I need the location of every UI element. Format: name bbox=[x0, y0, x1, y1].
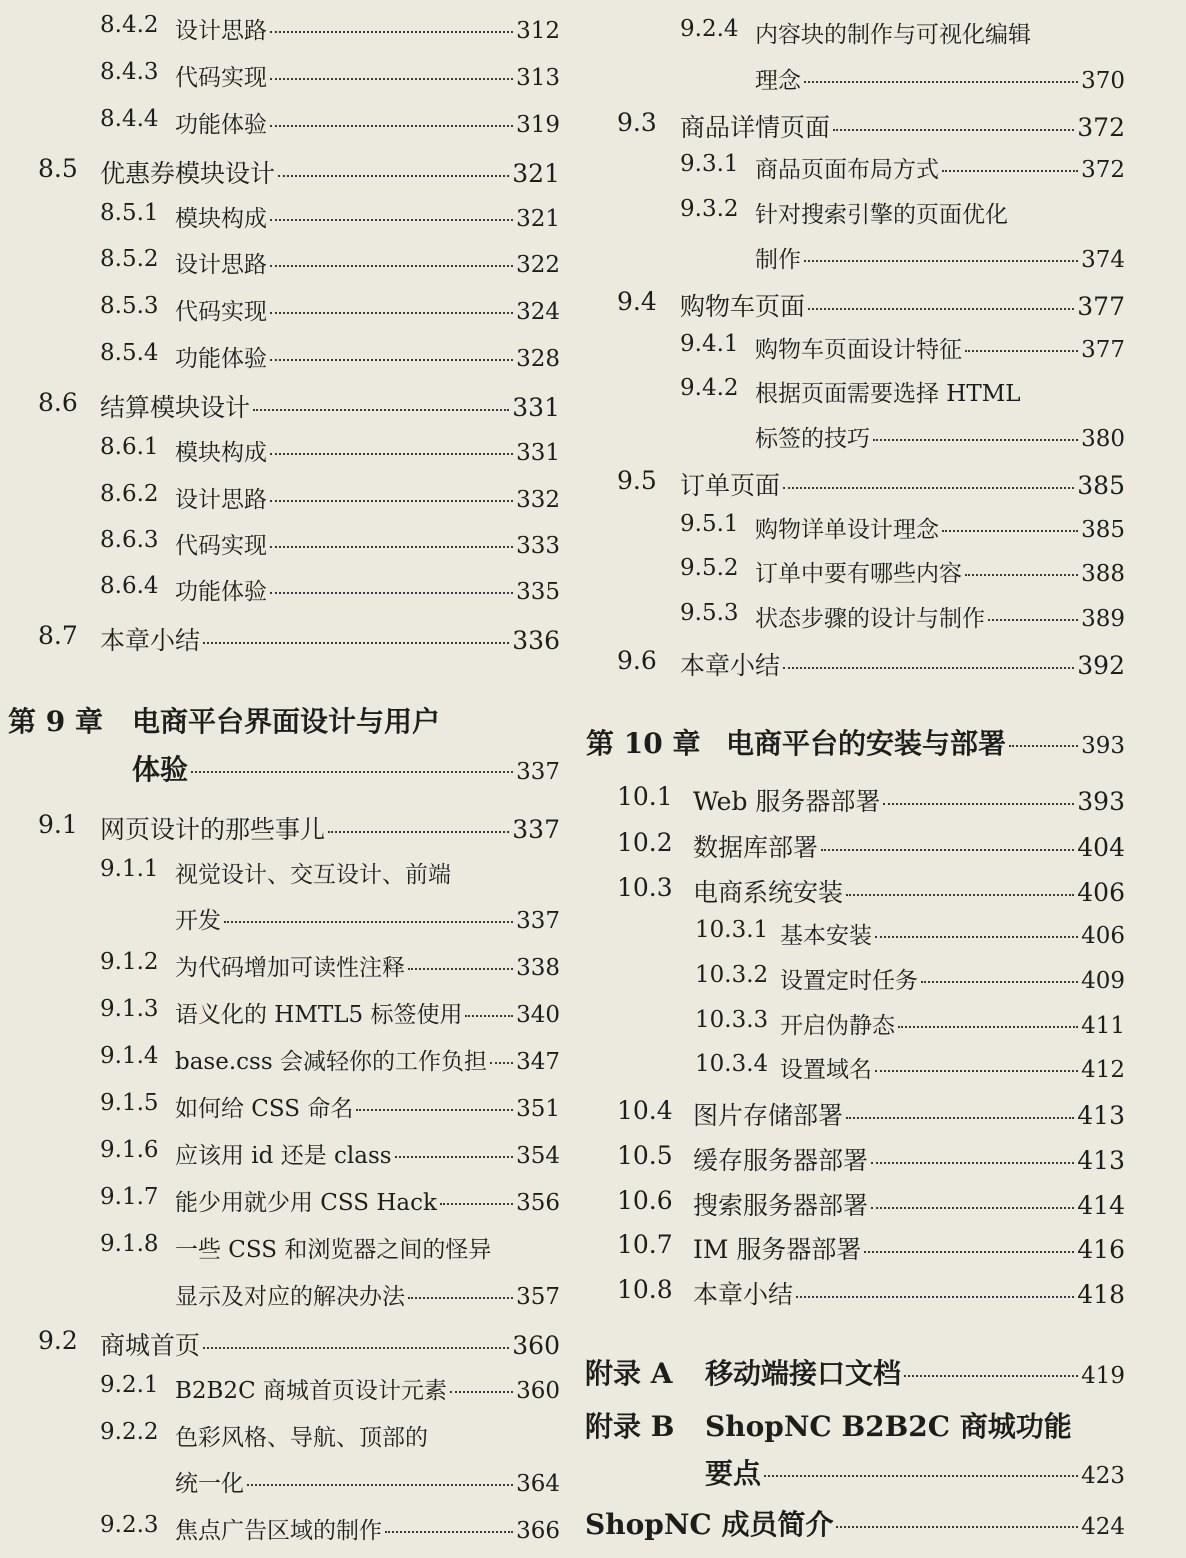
toc-entry-10-3-1[interactable] bbox=[580, 917, 1125, 950]
dot-leader bbox=[270, 78, 513, 80]
dot-leader bbox=[836, 1526, 1078, 1528]
toc-entry-page-number: 328 bbox=[516, 346, 560, 372]
toc-entry-8-7[interactable] bbox=[0, 621, 560, 657]
toc-entry-number: 10.2 bbox=[617, 828, 673, 857]
toc-entry-9-2-4[interactable] bbox=[580, 16, 1125, 49]
toc-entry-8-6[interactable] bbox=[0, 388, 560, 424]
toc-entry-page-number: 385 bbox=[1081, 517, 1125, 543]
toc-entry-title: B2B2C 商城首页设计元素 bbox=[175, 1378, 447, 1404]
toc-entry-title: 功能体验 bbox=[175, 579, 267, 605]
toc-entry-number: 9.1 bbox=[38, 810, 78, 839]
toc-entry-number: 9.3.2 bbox=[680, 196, 739, 222]
dot-leader bbox=[270, 125, 513, 127]
toc-entry-number: 10.1 bbox=[617, 782, 673, 811]
toc-entry-number: 8.5 bbox=[38, 154, 78, 183]
toc-entry-page-number: 389 bbox=[1081, 606, 1125, 632]
dot-leader bbox=[942, 170, 1078, 172]
toc-entry-page-number: 393 bbox=[1081, 733, 1125, 759]
toc-entry-9-3-1[interactable] bbox=[580, 151, 1125, 184]
dot-leader bbox=[965, 574, 1078, 576]
toc-entry-page-number: 377 bbox=[1081, 337, 1125, 363]
toc-entry-page-number: 322 bbox=[516, 252, 560, 278]
dot-leader bbox=[846, 1117, 1074, 1119]
toc-entry-page-number: 392 bbox=[1077, 651, 1125, 680]
toc-entry-number: 10.3.1 bbox=[695, 917, 769, 943]
toc-entry-page-number: 356 bbox=[516, 1190, 560, 1216]
toc-entry-title: 开发 bbox=[175, 908, 221, 934]
toc-entry-10-2[interactable] bbox=[580, 828, 1125, 864]
toc-entry-10[interactable] bbox=[580, 722, 1125, 762]
toc-entry-10-3-4[interactable] bbox=[580, 1051, 1125, 1084]
toc-entry-page-number: 321 bbox=[516, 206, 560, 232]
toc-entry-page-number: 333 bbox=[516, 533, 560, 559]
dot-leader bbox=[270, 359, 513, 361]
toc-entry-number: 10.3 bbox=[617, 873, 673, 902]
toc-entry-title: 统一化 bbox=[175, 1471, 244, 1497]
toc-entry-page-number: 340 bbox=[516, 1002, 560, 1028]
toc-entry-title: 电商平台界面设计与用户 bbox=[132, 705, 441, 738]
toc-entry-9[interactable] bbox=[0, 700, 560, 740]
toc-entry-title: Web 服务器部署 bbox=[693, 787, 881, 816]
toc-entry-page-number: 335 bbox=[516, 579, 560, 605]
toc-entry-title: 功能体验 bbox=[175, 346, 267, 372]
toc-entry-page-number: 321 bbox=[512, 159, 560, 188]
toc-entry-title: 网页设计的那些事儿 bbox=[100, 815, 326, 844]
toc-entry-8-5-1[interactable] bbox=[0, 200, 560, 233]
toc-entry-number: 9.1.1 bbox=[100, 856, 159, 882]
toc-entry-page-number: 406 bbox=[1077, 878, 1125, 907]
dot-leader bbox=[450, 1391, 513, 1393]
toc-entry-title: 视觉设计、交互设计、前端 bbox=[175, 862, 451, 888]
dot-leader bbox=[440, 1203, 513, 1205]
toc-entry-9-2[interactable] bbox=[0, 1326, 560, 1362]
dot-leader bbox=[864, 1251, 1074, 1253]
toc-entry-title: 色彩风格、导航、顶部的 bbox=[175, 1425, 428, 1451]
toc-entry-number: 9.1.7 bbox=[100, 1184, 159, 1210]
toc-entry-9-3-2[interactable] bbox=[580, 196, 1125, 229]
toc-entry-title: 购物车页面 bbox=[680, 292, 806, 321]
toc-entry-page-number: 360 bbox=[516, 1378, 560, 1404]
toc-entry-page-number: 424 bbox=[1081, 1514, 1125, 1540]
dot-leader bbox=[328, 831, 509, 833]
toc-entry-page-number: 331 bbox=[512, 393, 560, 422]
dot-leader bbox=[904, 1375, 1078, 1377]
toc-entry-number: 10.3.3 bbox=[695, 1007, 769, 1033]
toc-entry-page-number: 411 bbox=[1081, 1013, 1125, 1039]
toc-entry-8-6-1[interactable] bbox=[0, 434, 560, 467]
toc-entry-page-number: 337 bbox=[516, 908, 560, 934]
toc-entry-9-2-3[interactable] bbox=[0, 1512, 560, 1545]
toc-entry-9-1[interactable] bbox=[0, 810, 560, 846]
toc-entry-page-number: 372 bbox=[1077, 113, 1125, 142]
dot-leader bbox=[270, 31, 513, 33]
toc-entry-page-number: 366 bbox=[516, 1518, 560, 1544]
dot-leader bbox=[270, 453, 513, 455]
toc-entry-title: 内容块的制作与可视化编辑 bbox=[755, 22, 1031, 48]
toc-entry-10-6[interactable] bbox=[580, 1186, 1125, 1222]
toc-entry-page-number: 423 bbox=[1081, 1463, 1125, 1489]
toc-entry-9-4-2[interactable] bbox=[580, 375, 1125, 408]
toc-entry-title: 基本安装 bbox=[780, 923, 872, 949]
toc-entry-title: 开启伪静态 bbox=[780, 1013, 895, 1039]
dot-leader bbox=[883, 803, 1074, 805]
toc-entry-page-number: 418 bbox=[1077, 1280, 1125, 1309]
dot-leader bbox=[191, 771, 513, 773]
toc-entry-number: 10.4 bbox=[617, 1096, 673, 1125]
toc-entry-9-1-8-cont[interactable] bbox=[0, 1278, 560, 1311]
toc-entry-page-number: 360 bbox=[512, 1331, 560, 1360]
toc-entry-page-number: 372 bbox=[1081, 157, 1125, 183]
dot-leader bbox=[921, 981, 1078, 983]
dot-leader bbox=[833, 129, 1074, 131]
toc-entry-8-4-3[interactable] bbox=[0, 59, 560, 92]
toc-entry-9-1-4[interactable] bbox=[0, 1043, 560, 1076]
dot-leader bbox=[804, 81, 1078, 83]
toc-entry-page-number: 357 bbox=[516, 1284, 560, 1310]
toc-entry-number: 9.5 bbox=[617, 466, 657, 495]
toc-entry-title: 应该用 id 还是 class bbox=[175, 1143, 392, 1169]
toc-entry-page-number: 336 bbox=[512, 626, 560, 655]
toc-entry-9-5-1[interactable] bbox=[580, 511, 1125, 544]
toc-entry-page-number: 319 bbox=[516, 112, 560, 138]
toc-entry-title: 如何给 CSS 命名 bbox=[175, 1096, 354, 1122]
toc-entry-title: 显示及对应的解决办法 bbox=[175, 1284, 405, 1310]
toc-entry-title: 商城首页 bbox=[100, 1331, 201, 1360]
toc-entry-9-3[interactable] bbox=[580, 108, 1125, 144]
dot-leader bbox=[871, 1207, 1074, 1209]
toc-entry-title: 商品页面布局方式 bbox=[755, 157, 939, 183]
dot-leader bbox=[871, 1162, 1074, 1164]
toc-entry-title: 语义化的 HMTL5 标签使用 bbox=[175, 1002, 463, 1028]
dot-leader bbox=[942, 530, 1078, 532]
toc-entry-page-number: 377 bbox=[1077, 292, 1125, 321]
toc-entry-8-4-2[interactable] bbox=[0, 12, 560, 45]
toc-entry-number: 8.6.2 bbox=[100, 481, 159, 507]
toc-entry-number: 8.4.3 bbox=[100, 59, 159, 85]
toc-entry-title: 设置定时任务 bbox=[780, 968, 918, 994]
toc-entry-title: 图片存储部署 bbox=[693, 1101, 844, 1130]
toc-entry-page-number: 380 bbox=[1081, 426, 1125, 452]
toc-entry-title: 一些 CSS 和浏览器之间的怪异 bbox=[175, 1237, 492, 1263]
toc-entry-9-4-2-cont[interactable] bbox=[580, 420, 1125, 453]
toc-entry-9-4-1[interactable] bbox=[580, 331, 1125, 364]
dot-leader bbox=[270, 592, 513, 594]
dot-leader bbox=[356, 1109, 513, 1111]
toc-entry-page-number: 413 bbox=[1077, 1101, 1125, 1130]
dot-leader bbox=[821, 849, 1074, 851]
toc-entry-number: 9.1.2 bbox=[100, 949, 159, 975]
toc-entry-number: 8.6.4 bbox=[100, 573, 159, 599]
toc-entry-title: 体验 bbox=[132, 753, 189, 786]
toc-entry-title: 订单中要有哪些内容 bbox=[755, 561, 962, 587]
toc-entry-10-3[interactable] bbox=[580, 873, 1125, 909]
toc-entry-number: 8.7 bbox=[38, 621, 78, 650]
toc-entry-title: 结算模块设计 bbox=[100, 393, 251, 422]
toc-entry-9-1-6[interactable] bbox=[0, 1137, 560, 1170]
toc-entry-number: 9.1.5 bbox=[100, 1090, 159, 1116]
toc-entry-title: 购物详单设计理念 bbox=[755, 517, 939, 543]
toc-entry-B[interactable] bbox=[580, 1405, 1125, 1445]
dot-leader bbox=[395, 1156, 514, 1158]
toc-entry-8-6-2[interactable] bbox=[0, 481, 560, 514]
toc-entry-page-number: 419 bbox=[1081, 1363, 1125, 1389]
dot-leader bbox=[253, 409, 509, 411]
toc-entry-number: 第 10 章 bbox=[586, 727, 701, 760]
toc-entry-9-1-1[interactable] bbox=[0, 856, 560, 889]
toc-entry-9-2-4-cont[interactable] bbox=[580, 62, 1125, 95]
dot-leader bbox=[270, 219, 513, 221]
toc-entry-number: 10.6 bbox=[617, 1186, 673, 1215]
dot-leader bbox=[408, 968, 513, 970]
toc-entry-9-5-3[interactable] bbox=[580, 600, 1125, 633]
toc-entry-title: 标签的技巧 bbox=[755, 426, 870, 452]
toc-entry-number: 10.7 bbox=[617, 1230, 673, 1259]
toc-entry-number: 9.6 bbox=[617, 646, 657, 675]
toc-entry-page-number: 416 bbox=[1077, 1235, 1125, 1264]
toc-entry-9-3-2-cont[interactable] bbox=[580, 241, 1125, 274]
toc-entry-number: 9.2 bbox=[38, 1326, 78, 1355]
toc-entry-number: 10.5 bbox=[617, 1141, 673, 1170]
toc-entry-number: 9.5.3 bbox=[680, 600, 739, 626]
dot-leader bbox=[203, 1347, 509, 1349]
toc-entry-number: 9.4 bbox=[617, 287, 657, 316]
toc-entry-page-number: 393 bbox=[1077, 787, 1125, 816]
toc-entry-9-2-2-cont[interactable] bbox=[0, 1465, 560, 1498]
toc-entry-number: 9.1.3 bbox=[100, 996, 159, 1022]
dot-leader bbox=[846, 894, 1074, 896]
toc-entry-number: 9.3 bbox=[617, 108, 657, 137]
dot-leader bbox=[247, 1484, 513, 1486]
toc-entry-number: 9.2.2 bbox=[100, 1419, 159, 1445]
toc-entry-number: 9.4.2 bbox=[680, 375, 739, 401]
toc-entry-title: 设计思路 bbox=[175, 18, 267, 44]
toc-entry-page-number: 354 bbox=[516, 1143, 560, 1169]
toc-entry-8-4-4[interactable] bbox=[0, 106, 560, 139]
dot-leader bbox=[490, 1062, 513, 1064]
toc-entry-9-2-1[interactable] bbox=[0, 1372, 560, 1405]
toc-entry-page-number: 351 bbox=[516, 1096, 560, 1122]
toc-entry-number: 9.2.3 bbox=[100, 1512, 159, 1538]
toc-entry-number: 9.3.1 bbox=[680, 151, 739, 177]
toc-entry-8-5-4[interactable] bbox=[0, 340, 560, 373]
toc-entry-9-1-2[interactable] bbox=[0, 949, 560, 982]
toc-entry-title: IM 服务器部署 bbox=[693, 1235, 862, 1264]
toc-entry-number: 9.2.1 bbox=[100, 1372, 159, 1398]
toc-entry-number: 9.5.1 bbox=[680, 511, 739, 537]
toc-entry-number: 8.5.4 bbox=[100, 340, 159, 366]
toc-entry-number: 9.2.4 bbox=[680, 16, 739, 42]
toc-entry-10-4[interactable] bbox=[580, 1096, 1125, 1132]
toc-entry-number: 10.3.4 bbox=[695, 1051, 769, 1077]
dot-leader bbox=[465, 1015, 513, 1017]
toc-entry-number: 8.4.2 bbox=[100, 12, 159, 38]
toc-entry-8-5-2[interactable] bbox=[0, 246, 560, 279]
toc-entry-title: 状态步骤的设计与制作 bbox=[755, 606, 985, 632]
toc-entry-8-6-3[interactable] bbox=[0, 527, 560, 560]
dot-leader bbox=[875, 1070, 1078, 1072]
toc-entry-9-1-3[interactable] bbox=[0, 996, 560, 1029]
toc-entry-B-cont[interactable] bbox=[580, 1452, 1125, 1492]
toc-entry-title: 数据库部署 bbox=[693, 833, 819, 862]
toc-entry-9-5[interactable] bbox=[580, 466, 1125, 502]
toc-entry-page-number: 337 bbox=[512, 815, 560, 844]
dot-leader bbox=[408, 1297, 513, 1299]
dot-leader bbox=[965, 350, 1078, 352]
toc-entry-title: 制作 bbox=[755, 247, 801, 273]
dot-leader bbox=[764, 1475, 1078, 1477]
dot-leader bbox=[804, 260, 1078, 262]
toc-entry-number: 9.5.2 bbox=[680, 555, 739, 581]
toc-entry-number: 9.1.4 bbox=[100, 1043, 159, 1069]
toc-entry-title: 理念 bbox=[755, 68, 801, 94]
dot-leader bbox=[796, 1296, 1074, 1298]
toc-entry-title: 设计思路 bbox=[175, 252, 267, 278]
toc-entry-page-number: 337 bbox=[516, 759, 560, 785]
toc-entry-10-1[interactable] bbox=[580, 782, 1125, 818]
toc-entry-9-cont[interactable] bbox=[0, 748, 560, 788]
toc-entry-9-1-1-cont[interactable] bbox=[0, 902, 560, 935]
dot-leader bbox=[898, 1026, 1078, 1028]
toc-entry-page-number: 324 bbox=[516, 299, 560, 325]
toc-entry-8-6-4[interactable] bbox=[0, 573, 560, 606]
toc-entry-9-4[interactable] bbox=[580, 287, 1125, 323]
dot-leader bbox=[1009, 745, 1078, 747]
dot-leader bbox=[988, 619, 1078, 621]
dot-leader bbox=[783, 487, 1074, 489]
toc-entry-title: 购物车页面设计特征 bbox=[755, 337, 962, 363]
toc-entry-title: 针对搜索引擎的页面优化 bbox=[755, 202, 1008, 228]
toc-entry-title: 根据页面需要选择 HTML bbox=[755, 381, 1021, 407]
toc-entry-page-number: 414 bbox=[1077, 1191, 1125, 1220]
toc-entry-9-6[interactable] bbox=[580, 646, 1125, 682]
toc-entry-page-number: 406 bbox=[1081, 923, 1125, 949]
toc-entry-title: 模块构成 bbox=[175, 206, 267, 232]
toc-entry-number: 8.5.1 bbox=[100, 200, 159, 226]
toc-entry-title: 设计思路 bbox=[175, 487, 267, 513]
toc-entry-8-5-3[interactable] bbox=[0, 293, 560, 326]
toc-entry-page-number: 374 bbox=[1081, 247, 1125, 273]
dot-leader bbox=[873, 439, 1078, 441]
toc-entry-title: 能少用就少用 CSS Hack bbox=[175, 1190, 437, 1216]
toc-entry-title: 为代码增加可读性注释 bbox=[175, 955, 405, 981]
dot-leader bbox=[808, 308, 1074, 310]
toc-entry-9-2-2[interactable] bbox=[0, 1419, 560, 1452]
toc-entry-number: 8.5.2 bbox=[100, 246, 159, 272]
toc-entry-title: 设置域名 bbox=[780, 1057, 872, 1083]
toc-entry-title: base.css 会减轻你的工作负担 bbox=[175, 1049, 487, 1075]
toc-entry-title: 焦点广告区域的制作 bbox=[175, 1518, 382, 1544]
toc-entry-title: 代码实现 bbox=[175, 299, 267, 325]
toc-entry-number: 8.6.1 bbox=[100, 434, 159, 460]
toc-entry-A[interactable] bbox=[580, 1352, 1125, 1392]
toc-entry-title: 代码实现 bbox=[175, 533, 267, 559]
toc-entry-title: 功能体验 bbox=[175, 112, 267, 138]
toc-entry-number: 附录 B bbox=[585, 1410, 675, 1443]
toc-entry-number: 9.1.6 bbox=[100, 1137, 159, 1163]
toc-entry-number: 第 9 章 bbox=[8, 705, 103, 738]
toc-entry-title: 搜索服务器部署 bbox=[693, 1191, 869, 1220]
toc-entry-page-number: 413 bbox=[1077, 1146, 1125, 1175]
toc-entry-9-1-8[interactable] bbox=[0, 1231, 560, 1264]
toc-entry-10-8[interactable] bbox=[580, 1275, 1125, 1311]
toc-entry-10-5[interactable] bbox=[580, 1141, 1125, 1177]
toc-entry-title: 本章小结 bbox=[100, 626, 201, 655]
toc-entry-number: 8.5.3 bbox=[100, 293, 159, 319]
toc-entry-page-number: 331 bbox=[516, 440, 560, 466]
toc-entry-page-number: 388 bbox=[1081, 561, 1125, 587]
toc-entry-9-5-2[interactable] bbox=[580, 555, 1125, 588]
toc-entry-title: 本章小结 bbox=[680, 651, 781, 680]
toc-entry-title: 优惠券模块设计 bbox=[100, 159, 276, 188]
dot-leader bbox=[385, 1531, 513, 1533]
toc-entry-10-3-2[interactable] bbox=[580, 962, 1125, 995]
toc-entry-title: ShopNC 成员简介 bbox=[585, 1508, 834, 1541]
dot-leader bbox=[203, 642, 509, 644]
toc-entry-number: 10.8 bbox=[617, 1275, 673, 1304]
toc-entry-title: 要点 bbox=[705, 1457, 762, 1490]
toc-entry-page-number: 370 bbox=[1081, 68, 1125, 94]
dot-leader bbox=[278, 175, 509, 177]
toc-entry-page-number: 385 bbox=[1077, 471, 1125, 500]
toc-entry-title: 移动端接口文档 bbox=[705, 1357, 902, 1390]
toc-entry-10-7[interactable] bbox=[580, 1230, 1125, 1266]
toc-entry-number: 9.4.1 bbox=[680, 331, 739, 357]
toc-entry-number: 10.3.2 bbox=[695, 962, 769, 988]
dot-leader bbox=[875, 936, 1078, 938]
dot-leader bbox=[270, 265, 513, 267]
toc-entry-page-number: 338 bbox=[516, 955, 560, 981]
dot-leader bbox=[783, 667, 1074, 669]
toc-entry-title: 本章小结 bbox=[693, 1280, 794, 1309]
dot-leader bbox=[224, 921, 513, 923]
toc-entry-number: 附录 A bbox=[585, 1357, 673, 1390]
toc-entry-9-1-5[interactable] bbox=[0, 1090, 560, 1123]
toc-entry-9-1-7[interactable] bbox=[0, 1184, 560, 1217]
toc-entry-unnumbered[interactable] bbox=[580, 1503, 1125, 1543]
toc-entry-number: 9.1.8 bbox=[100, 1231, 159, 1257]
toc-entry-number: 8.6.3 bbox=[100, 527, 159, 553]
toc-entry-title: 电商系统安装 bbox=[693, 878, 844, 907]
toc-entry-title: ShopNC B2B2C 商城功能 bbox=[705, 1410, 1072, 1443]
toc-entry-page-number: 412 bbox=[1081, 1057, 1125, 1083]
dot-leader bbox=[270, 312, 513, 314]
toc-entry-title: 电商平台的安装与部署 bbox=[726, 727, 1007, 760]
toc-entry-title: 代码实现 bbox=[175, 65, 267, 91]
toc-entry-title: 商品详情页面 bbox=[680, 113, 831, 142]
toc-entry-page-number: 312 bbox=[516, 18, 560, 44]
toc-entry-page-number: 332 bbox=[516, 487, 560, 513]
toc-entry-8-5[interactable] bbox=[0, 154, 560, 190]
dot-leader bbox=[270, 500, 513, 502]
toc-entry-number: 8.4.4 bbox=[100, 106, 159, 132]
toc-entry-page-number: 313 bbox=[516, 65, 560, 91]
dot-leader bbox=[270, 546, 513, 548]
toc-entry-number: 8.6 bbox=[38, 388, 78, 417]
toc-entry-page-number: 347 bbox=[516, 1049, 560, 1075]
toc-entry-title: 缓存服务器部署 bbox=[693, 1146, 869, 1175]
toc-entry-title: 模块构成 bbox=[175, 440, 267, 466]
toc-entry-title: 订单页面 bbox=[680, 471, 781, 500]
toc-entry-10-3-3[interactable] bbox=[580, 1007, 1125, 1040]
toc-entry-page-number: 409 bbox=[1081, 968, 1125, 994]
toc-entry-page-number: 404 bbox=[1077, 833, 1125, 862]
toc-entry-page-number: 364 bbox=[516, 1471, 560, 1497]
